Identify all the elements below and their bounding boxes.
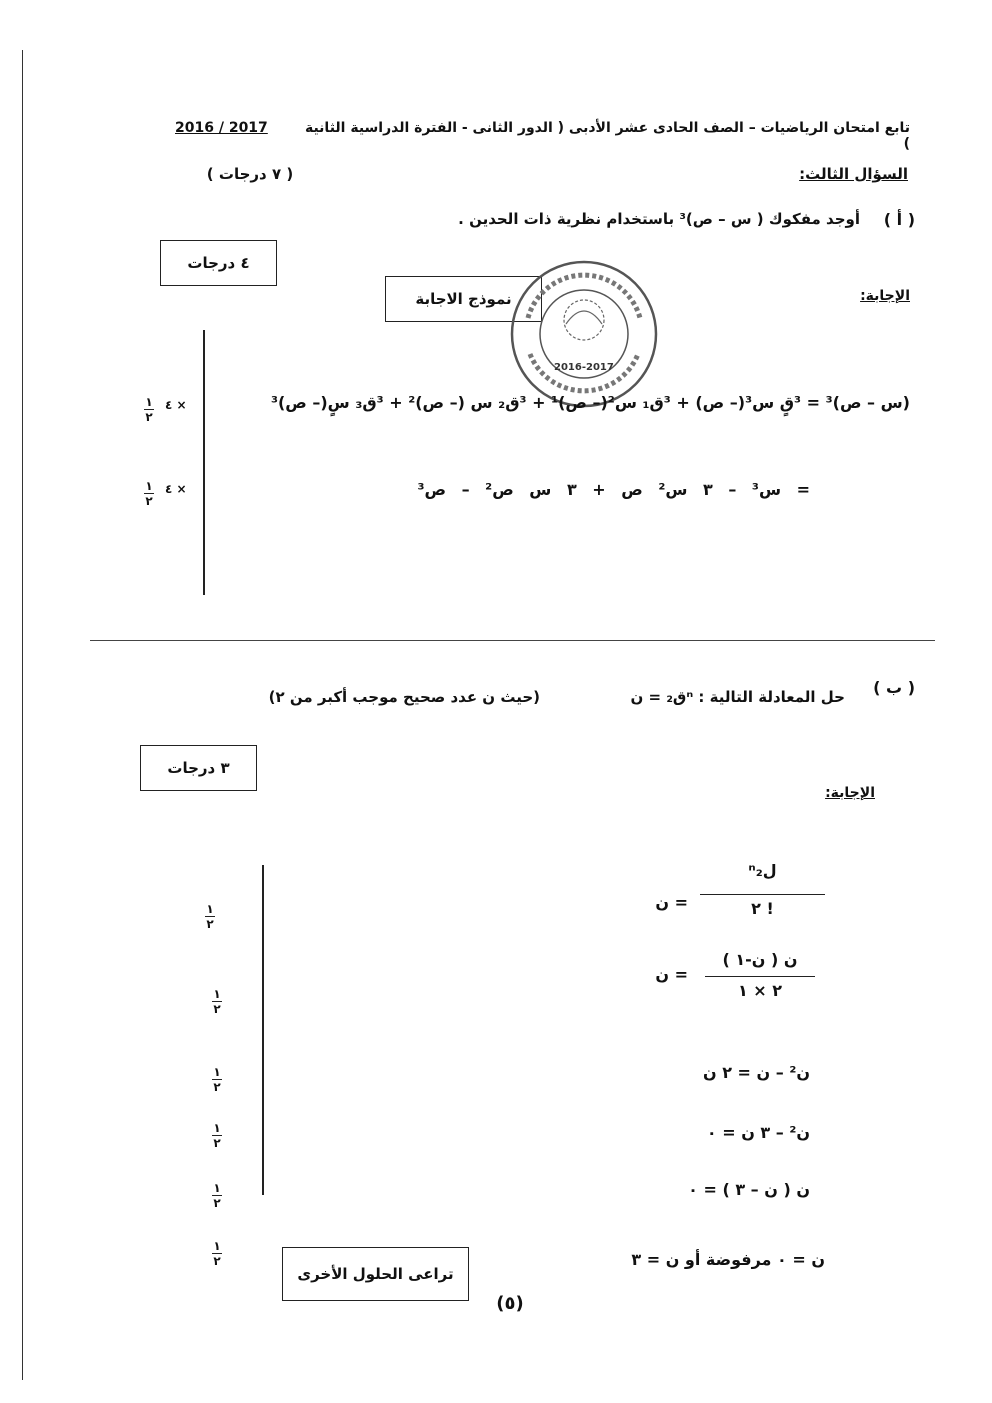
half-fraction: ١ ٢ xyxy=(145,395,153,424)
half-fraction: ١ ٢ xyxy=(145,479,153,508)
part-b-condition: (حيث ن عدد صحيح موجب أكبر من ٢) xyxy=(268,688,540,706)
step-2-numerator: ن ( ن-١ ) xyxy=(722,950,798,969)
answer-label-a: الإجابة: xyxy=(860,288,910,304)
part-a-marks-box: ٤ درجات xyxy=(160,240,277,286)
part-a-label: ( أ ) xyxy=(883,210,915,229)
step-2-fraction xyxy=(705,950,815,1000)
half-fraction: ١ ٢ xyxy=(213,1181,221,1210)
official-seal xyxy=(508,258,660,410)
part-b-label: ( ب ) xyxy=(873,678,915,697)
question-marks: ( ٧ درجات ) xyxy=(206,165,294,183)
expansion-line-2: = س³ – ٣ س² ص + ٣ س ص² – ص³ xyxy=(417,480,810,499)
step-6: ن = ٠ مرفوضة أو ن = ٣ xyxy=(631,1250,825,1269)
score-line-1: ٤ × xyxy=(165,398,187,412)
score-divider-a xyxy=(203,330,205,595)
page-number: (٥) xyxy=(496,1293,524,1314)
part-b-equation: حل المعادلة التالية : ⁿق₂ = ن xyxy=(630,688,845,706)
half-fraction: ١ ٢ xyxy=(213,1239,221,1268)
step-4: ن² – ٣ ن = ٠ xyxy=(706,1123,810,1142)
section-separator xyxy=(90,640,935,641)
step-1-rhs: = ن xyxy=(655,893,688,912)
question-heading: السؤال الثالث: xyxy=(799,165,908,183)
part-a-question: أوجد مفكوك ( س – ص)³ باستخدام نظرية ذات الحدين . xyxy=(458,210,860,228)
other-solutions-note: تراعى الحلول الأخرى xyxy=(282,1247,469,1301)
score-divider-b xyxy=(262,865,264,1195)
half-fraction: ١ ٢ xyxy=(213,987,221,1016)
page-header-title: تابع امتحان الرياضيات – الصف الحادى عشر الأدبى ( الدور الثانى - الفترة الدراسية الثانية ) xyxy=(304,120,910,152)
half-fraction: ١ ٢ xyxy=(213,1121,221,1150)
page-margin-line xyxy=(22,50,23,1380)
half-fraction: ١ ٢ xyxy=(206,902,214,931)
expansion-line-1: (س – ص)³ = ³قٍ س³(– ص) + ³ق₁ س²(– ص)¹ + ³ق₂ س (– ص)² + ³ق₃ سٍ(– ص)³ xyxy=(270,393,910,412)
part-b-marks-box: ٣ درجات xyxy=(140,745,257,791)
step-3: ن² – ن = ٢ ن xyxy=(702,1063,810,1082)
model-answer-box: نموذج الاجابة xyxy=(385,276,542,322)
answer-label-b: الإجابة: xyxy=(825,785,875,801)
page-header-year: 2016 / 2017 xyxy=(175,120,268,136)
step-1-denominator: ٢ ! xyxy=(751,899,774,918)
step-2-rhs: = ن xyxy=(655,965,688,984)
step-2-denominator: ٢ × ١ xyxy=(737,981,783,1000)
step-1-numerator: ⁿل₂ xyxy=(748,861,777,880)
score-line-2: ٤ × xyxy=(165,482,187,496)
step-1-fraction xyxy=(700,848,825,918)
seal-year: 2016-2017 xyxy=(554,362,614,373)
half-fraction: ١ ٢ xyxy=(213,1065,221,1094)
step-5: ن ( ن – ٣ ) = ٠ xyxy=(688,1180,810,1199)
